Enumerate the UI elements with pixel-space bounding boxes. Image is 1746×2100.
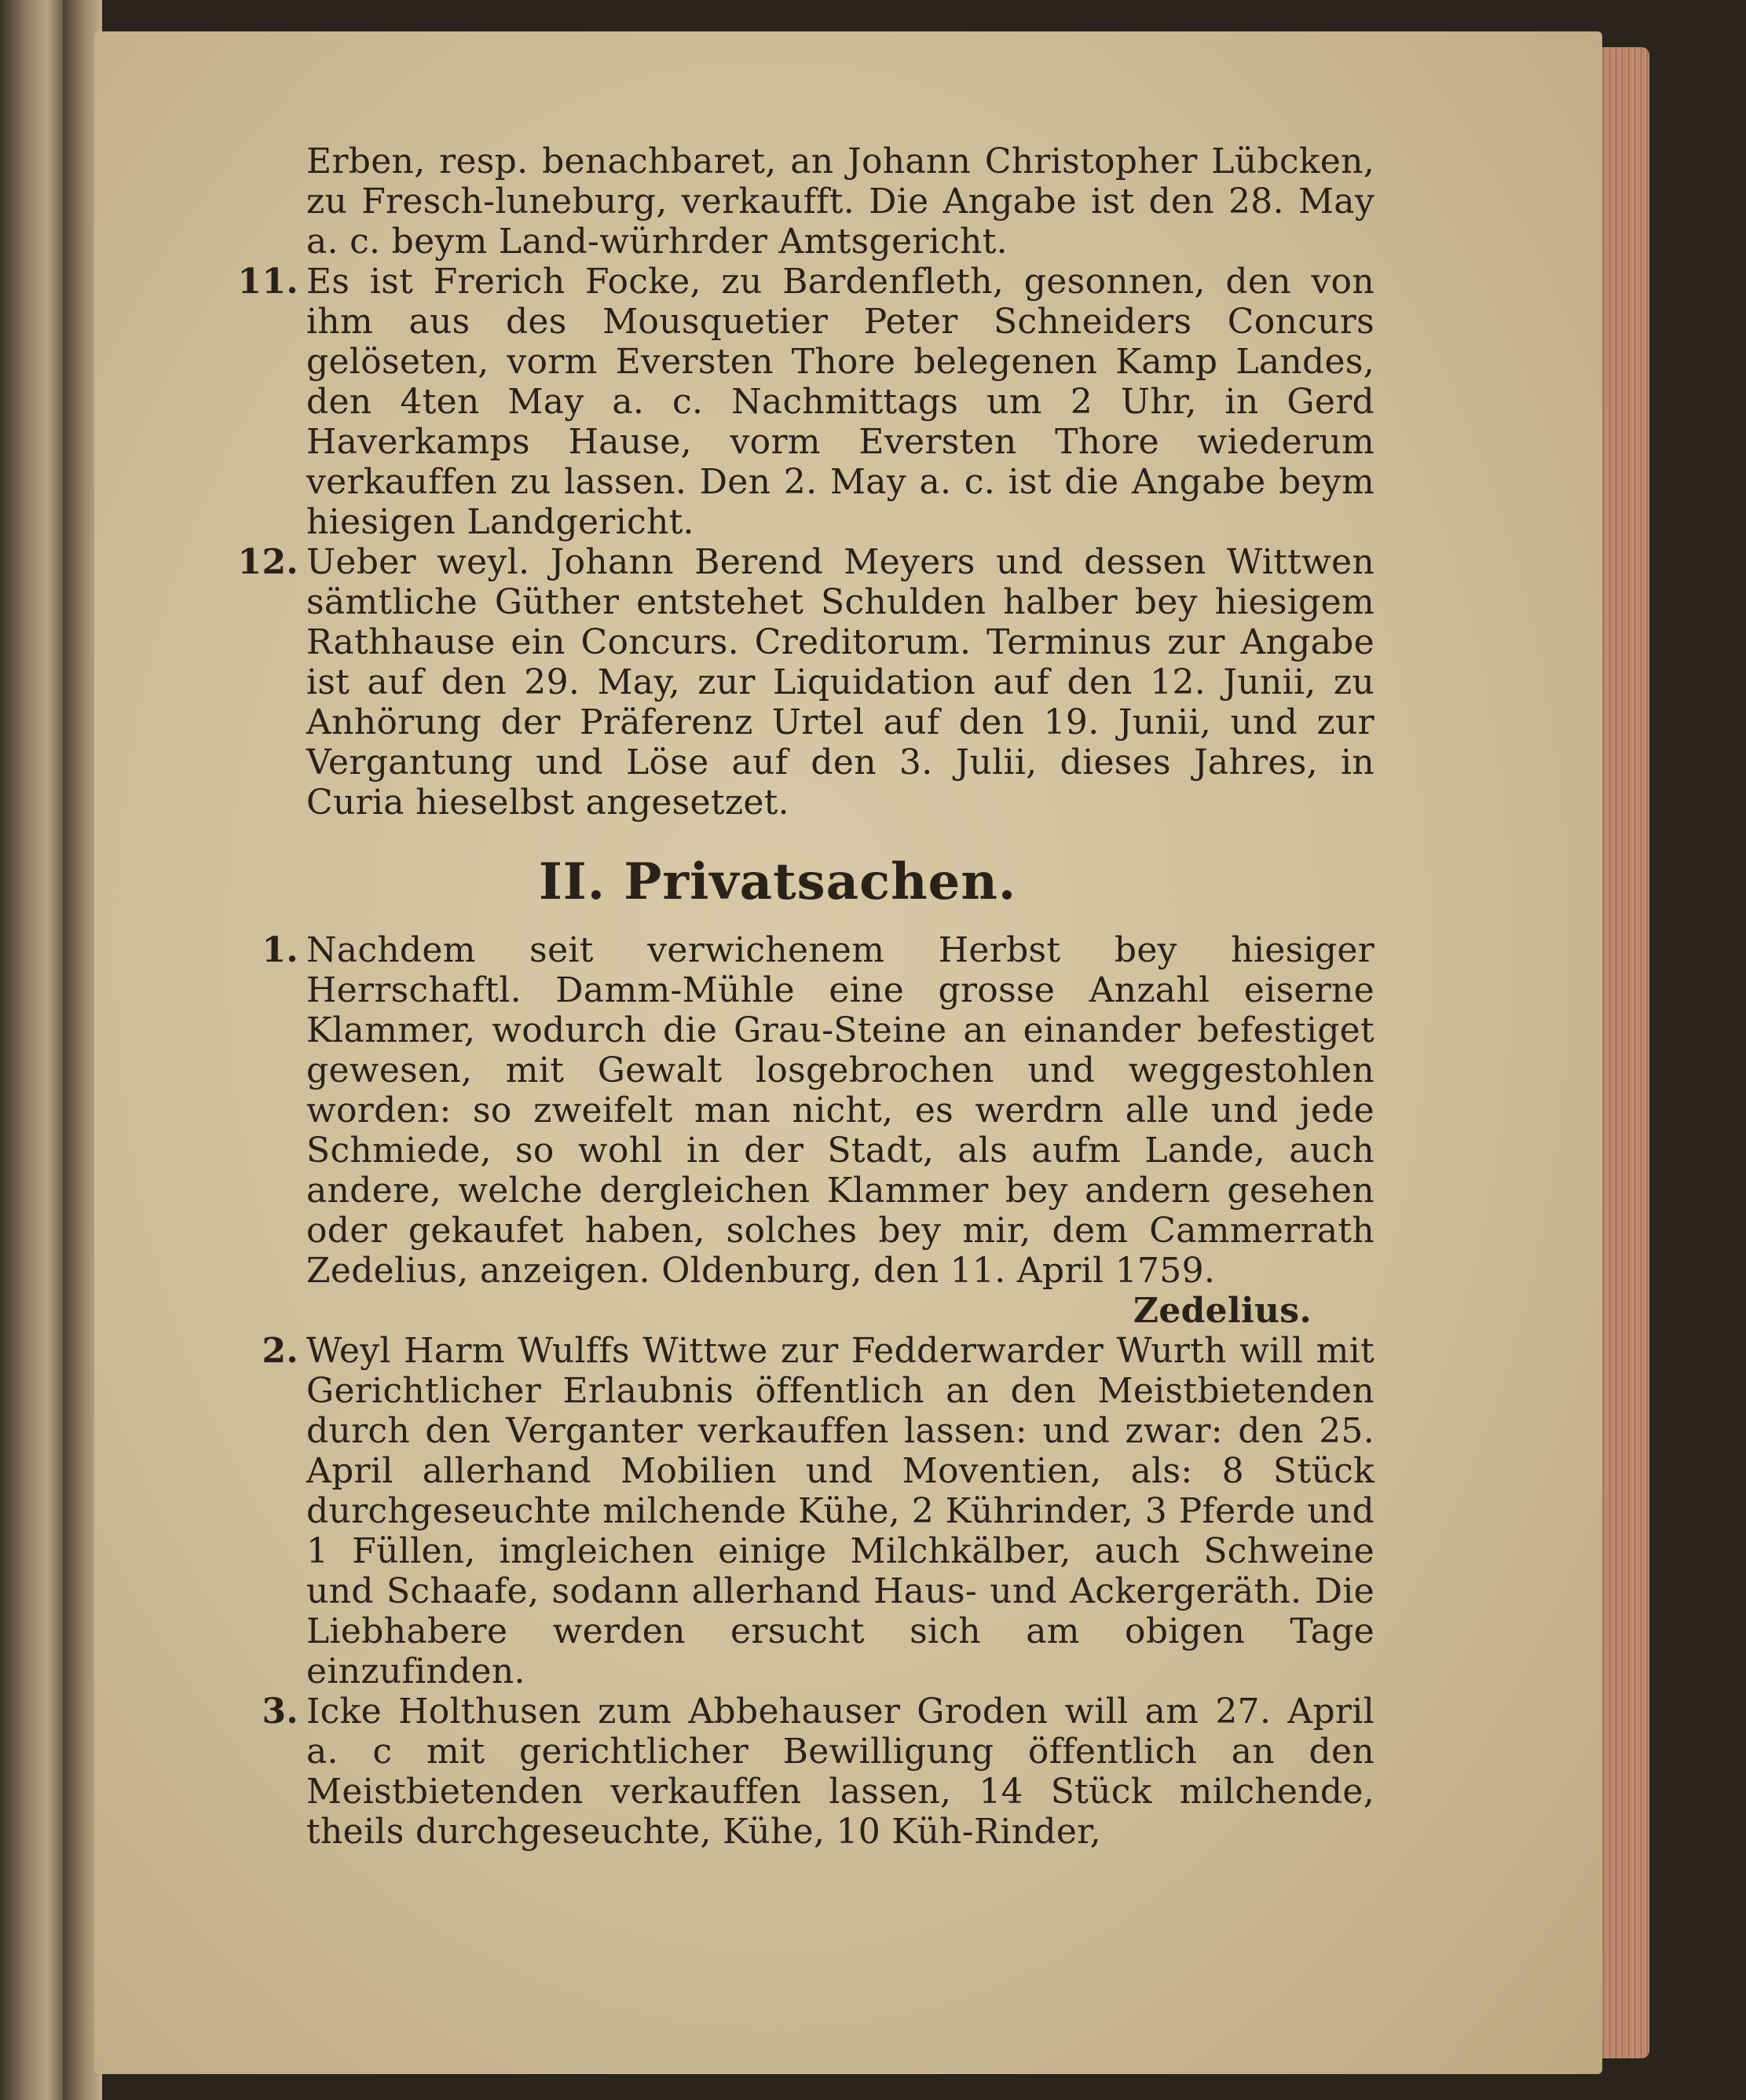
public-entry-12 <box>181 542 1374 823</box>
entry-number: 11. <box>237 262 298 302</box>
signature: Zedelius. <box>1133 1291 1312 1331</box>
entry-text: Icke Holthusen zum Abbehauser Groden will am 27. April a. c mit gerichtlicher Bewilligung öffentlich an den Meistbietenden verkauffen lassen, 14 Stück milchende, theils durchgeseuchte, Kühe, 10 Küh-Rinder, <box>306 1691 1374 1852</box>
private-entry-2 <box>181 1331 1374 1691</box>
entry-number: 3. <box>262 1691 298 1732</box>
continuation-paragraph: Erben, resp. benachbaret, an Johann Christopher Lübcken, zu Fresch-luneburg, verkaufft. Die Angabe ist den 28. May a. c. beym Land-würhrder Amtsgericht. <box>306 141 1374 262</box>
entry-number: 2. <box>262 1331 298 1371</box>
left-page-edge <box>0 0 63 2100</box>
background-right <box>1649 0 1746 2100</box>
page-text <box>181 141 1374 1852</box>
entry-number: 12. <box>237 542 298 582</box>
private-entry-3 <box>181 1691 1374 1852</box>
entry-text: Ueber weyl. Johann Berend Meyers und dessen Wittwen sämtliche Güther entstehet Schulden halber bey hiesigem Rathhause ein Concurs. Creditorum. Terminus zur Angabe ist auf den 29. May, zur Liquidation auf den 12. Junii, zu Anhörung der Präferenz Urtel auf den 19. Junii, und zur Vergantung und Löse auf den 3. Julii, dieses Jahres, in Curia hieselbst angesetzet. <box>306 542 1374 823</box>
private-entry-1 <box>181 930 1374 1291</box>
entry-text: Nachdem seit verwichenem Herbst bey hiesiger Herrschaftl. Damm-Mühle eine grosse Anzahl eiserne Klammer, wodurch die Grau-Steine an einander befestiget gewesen, mit Gewalt losgebrochen und weggestohlen worden: so zweifelt man nicht, es werdrn alle und jede Schmiede, so wohl in der Stadt, als aufm Lande, auch andere, welche dergleichen Klammer bey andern gesehen oder gekaufet haben, solches bey mir, dem Cammerrath Zedelius, anzeigen. Oldenburg, den 11. April 1759. <box>306 930 1374 1291</box>
entry-text: Es ist Frerich Focke, zu Bardenfleth, gesonnen, den von ihm aus des Mousquetier Peter Schneiders Concurs gelöseten, vorm Eversten Thore belegenen Kamp Landes, den 4ten May a. c. Nachmittags um 2 Uhr, in Gerd Haverkamps Hause, vorm Eversten Thore wiederum verkauffen zu lassen. Den 2. May a. c. ist die Angabe beym hiesigen Landgericht. <box>306 262 1374 542</box>
section-heading: II. Privatsachen. <box>538 852 1017 911</box>
entry-text: Weyl Harm Wulffs Wittwe zur Fedderwarder Wurth will mit Gerichtlicher Erlaubnis öffentlich an den Meistbietenden durch den Verganter verkauffen lassen: und zwar: den 25. April allerhand Mobilien und Moventien, als: 8 Stück durchgeseuchte milchende Kühe, 2 Kührinder, 3 Pferde und 1 Füllen, imgleichen einige Milchkälber, auch Schweine und Schaafe, sodann allerhand Haus- und Ackergeräth. Die Liebhabere werden ersucht sich am obigen Tage einzufinden. <box>306 1331 1374 1691</box>
public-entry-11 <box>181 262 1374 542</box>
entry-number: 1. <box>262 930 298 970</box>
